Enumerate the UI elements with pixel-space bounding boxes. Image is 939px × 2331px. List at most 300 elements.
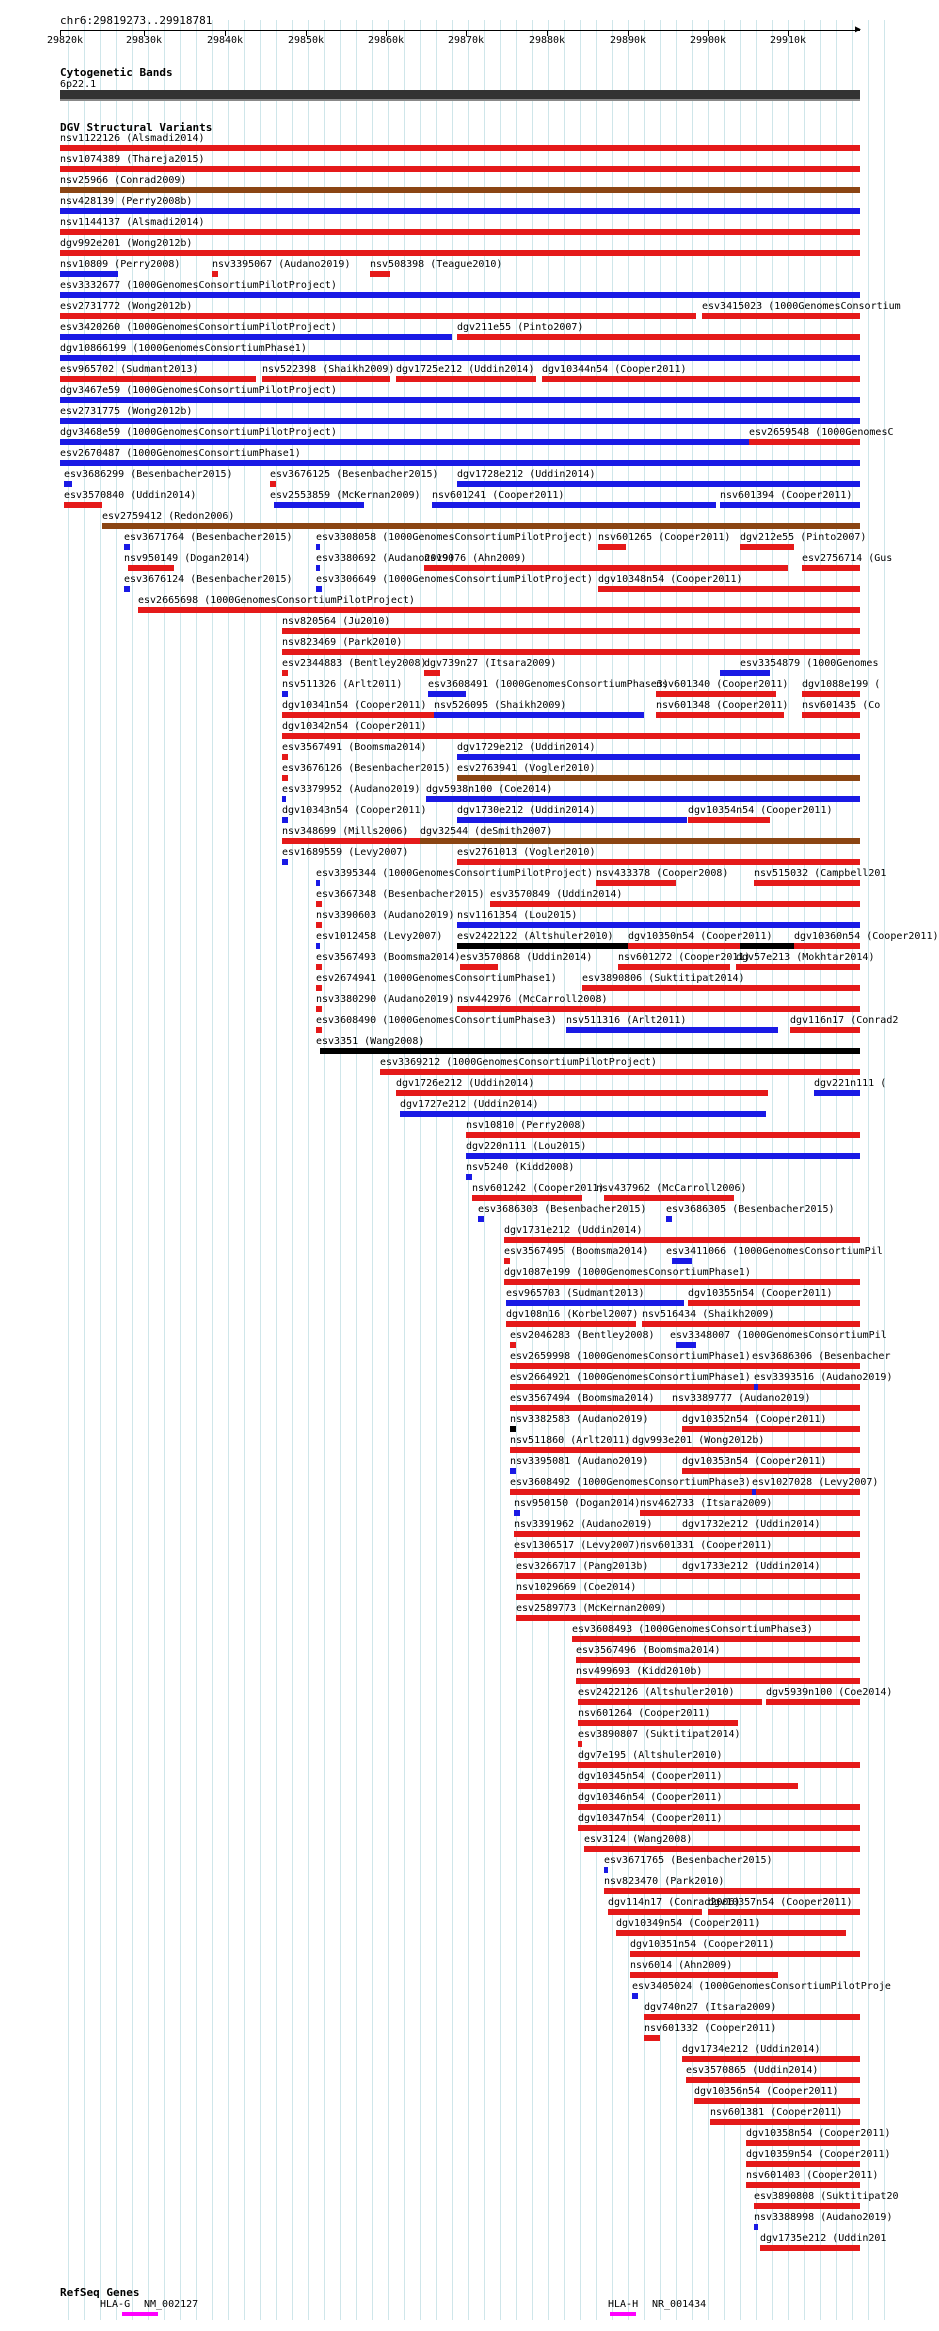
variant-bar[interactable] [316, 1027, 322, 1033]
variant-bar[interactable] [746, 2182, 860, 2188]
variant-label[interactable]: esv3415023 (1000GenomesConsortium [702, 301, 901, 312]
variant-label[interactable]: dgv10358n54 (Cooper2011) [746, 2128, 891, 2139]
variant-bar[interactable] [608, 1909, 702, 1915]
variant-label[interactable]: nsv3388998 (Audano2019) [754, 2212, 893, 2223]
variant-label[interactable]: nsv511316 (Arlt2011) [566, 1015, 687, 1026]
variant-bar[interactable] [466, 1174, 472, 1180]
variant-bar[interactable] [510, 1489, 860, 1495]
variant-label[interactable]: dgv1727e212 (Uddin2014) [400, 1099, 539, 1110]
variant-bar[interactable] [60, 418, 860, 424]
variant-label[interactable]: esv3420260 (1000GenomesConsortiumPilotProject) [60, 322, 337, 333]
variant-bar[interactable] [682, 1531, 860, 1537]
variant-label[interactable]: dgv993e201 (Wong2012b) [632, 1435, 765, 1446]
variant-bar[interactable] [60, 292, 860, 298]
variant-bar[interactable] [60, 397, 860, 403]
variant-bar[interactable] [457, 859, 860, 865]
variant-bar[interactable] [578, 1783, 798, 1789]
variant-bar[interactable] [514, 1510, 520, 1516]
variant-bar[interactable] [604, 1195, 734, 1201]
variant-bar[interactable] [598, 586, 860, 592]
variant-label[interactable]: nsv462733 (Itsara2009) [640, 1498, 773, 1509]
variant-bar[interactable] [676, 1342, 696, 1348]
variant-label[interactable]: dgv1725e212 (Uddin2014) [396, 364, 535, 375]
variant-bar[interactable] [672, 1258, 692, 1264]
variant-label[interactable]: dgv739n27 (Itsara2009) [424, 658, 557, 669]
variant-label[interactable]: nsv5240 (Kidd2008) [466, 1162, 575, 1173]
variant-bar[interactable] [282, 628, 860, 634]
variant-bar[interactable] [282, 859, 288, 865]
variant-bar[interactable] [572, 1636, 860, 1642]
variant-label[interactable]: dgv1732e212 (Uddin2014) [682, 1519, 821, 1530]
variant-bar[interactable] [802, 691, 860, 697]
variant-label[interactable]: esv3890808 (Suktitipat20 [754, 2191, 899, 2202]
variant-label[interactable]: dgv992e201 (Wong2012b) [60, 238, 193, 249]
variant-bar[interactable] [630, 1972, 778, 1978]
variant-label[interactable]: dgv10356n54 (Cooper2011) [694, 2086, 839, 2097]
variant-label[interactable]: nsv6014 (Ahn2009) [630, 1960, 733, 1971]
variant-label[interactable]: dgv10360n54 (Cooper2011) [794, 931, 939, 942]
variant-bar[interactable] [457, 775, 860, 781]
variant-label[interactable]: nsv1074389 (Thareja2015) [60, 154, 205, 165]
variant-bar[interactable] [424, 565, 788, 571]
variant-bar[interactable] [316, 586, 322, 592]
variant-label[interactable]: dgv1729e212 (Uddin2014) [457, 742, 596, 753]
variant-bar[interactable] [282, 712, 440, 718]
variant-bar[interactable] [460, 964, 498, 970]
variant-label[interactable]: nsv9076 (Ahn2009) [424, 553, 527, 564]
variant-label[interactable]: nsv601272 (Cooper2011) [618, 952, 751, 963]
variant-label[interactable]: dgv108n16 (Korbel2007) [506, 1309, 639, 1320]
variant-bar[interactable] [510, 1363, 860, 1369]
variant-label[interactable]: dgv114n17 (Conrad2006) [608, 1897, 741, 1908]
variant-bar[interactable] [682, 1426, 860, 1432]
variant-label[interactable]: esv2763941 (Vogler2010) [457, 763, 596, 774]
variant-bar[interactable] [746, 2161, 860, 2167]
gene-label-nr-001434[interactable]: NR_001434 [652, 2299, 707, 2310]
variant-label[interactable]: nsv823469 (Park2010) [282, 637, 403, 648]
variant-bar[interactable] [400, 1111, 766, 1117]
variant-label[interactable]: nsv511860 (Arlt2011) [510, 1435, 631, 1446]
variant-label[interactable]: esv2553859 (McKernan2009) [270, 490, 421, 501]
variant-label[interactable]: nsv601242 (Cooper2011) [472, 1183, 605, 1194]
gene-label-hla-g[interactable]: HLA-G [100, 2299, 131, 2310]
variant-bar[interactable] [632, 1993, 638, 1999]
variant-bar[interactable] [457, 922, 860, 928]
variant-label[interactable]: dgv10351n54 (Cooper2011) [630, 1939, 775, 1950]
variant-bar[interactable] [578, 1699, 762, 1705]
variant-bar[interactable] [60, 334, 452, 340]
variant-bar[interactable] [749, 439, 860, 445]
variant-label[interactable]: nsv601332 (Cooper2011) [644, 2023, 777, 2034]
variant-label[interactable]: nsv950150 (Dogan2014) [514, 1498, 641, 1509]
variant-bar[interactable] [754, 1384, 758, 1390]
variant-label[interactable]: esv3369212 (1000GenomesConsortiumPilotProject) [380, 1057, 657, 1068]
variant-bar[interactable] [628, 943, 740, 949]
variant-bar[interactable] [576, 1657, 860, 1663]
variant-label[interactable]: dgv10348n54 (Cooper2011) [598, 574, 743, 585]
cytoband-bar[interactable] [60, 90, 860, 99]
variant-label[interactable]: dgv212e55 (Pinto2007) [740, 532, 867, 543]
variant-label[interactable]: nsv516434 (Shaikh2009) [642, 1309, 775, 1320]
variant-bar[interactable] [60, 376, 256, 382]
variant-label[interactable]: dgv10354n54 (Cooper2011) [688, 805, 833, 816]
variant-label[interactable]: esv3379952 (Audano2019) [282, 784, 421, 795]
variant-bar[interactable] [102, 523, 860, 529]
variant-bar[interactable] [516, 1594, 860, 1600]
variant-label[interactable]: nsv1161354 (Lou2015) [457, 910, 578, 921]
variant-bar[interactable] [640, 1552, 860, 1558]
variant-label[interactable]: esv3354879 (1000Genomes [740, 658, 879, 669]
variant-bar[interactable] [688, 1300, 860, 1306]
variant-label[interactable]: nsv10810 (Perry2008) [466, 1120, 587, 1131]
variant-bar[interactable] [320, 1048, 860, 1054]
variant-bar[interactable] [432, 502, 716, 508]
variant-bar[interactable] [396, 376, 536, 382]
variant-label[interactable]: nsv601394 (Cooper2011) [720, 490, 853, 501]
variant-label[interactable]: nsv3391962 (Audano2019) [514, 1519, 653, 1530]
variant-label[interactable]: nsv601264 (Cooper2011) [578, 1708, 711, 1719]
variant-label[interactable]: esv1012458 (Levy2007) [316, 931, 443, 942]
variant-label[interactable]: esv3567493 (Boomsma2014) [316, 952, 461, 963]
variant-bar[interactable] [510, 1426, 516, 1432]
variant-bar[interactable] [644, 2035, 660, 2041]
variant-label[interactable]: dgv5938n100 (Coe2014) [426, 784, 553, 795]
variant-bar[interactable] [60, 313, 696, 319]
variant-label[interactable]: nsv499693 (Kidd2010b) [576, 1666, 703, 1677]
variant-bar[interactable] [316, 985, 322, 991]
variant-label[interactable]: esv3676124 (Besenbacher2015) [124, 574, 293, 585]
variant-label[interactable]: esv2731772 (Wong2012b) [60, 301, 193, 312]
variant-bar[interactable] [686, 2077, 860, 2083]
variant-label[interactable]: esv965702 (Sudmant2013) [60, 364, 199, 375]
variant-label[interactable]: nsv515032 (Campbell201 [754, 868, 887, 879]
variant-label[interactable]: nsv442976 (McCarroll2008) [457, 994, 608, 1005]
variant-bar[interactable] [457, 481, 860, 487]
variant-label[interactable]: nsv511326 (Arlt2011) [282, 679, 403, 690]
variant-bar[interactable] [124, 544, 130, 550]
variant-label[interactable]: esv2674941 (1000GenomesConsortiumPhase1) [316, 973, 557, 984]
variant-bar[interactable] [457, 334, 860, 340]
variant-bar[interactable] [682, 1573, 860, 1579]
variant-label[interactable]: nsv3390603 (Audano2019) [316, 910, 455, 921]
variant-label[interactable]: dgv221n111 ( [814, 1078, 887, 1089]
variant-bar[interactable] [510, 1342, 516, 1348]
variant-bar[interactable] [60, 166, 860, 172]
variant-label[interactable]: dgv1735e212 (Uddin201 [760, 2233, 887, 2244]
variant-bar[interactable] [212, 271, 218, 277]
variant-label[interactable]: esv2046283 (Bentley2008) [510, 1330, 655, 1341]
variant-label[interactable]: dgv1087e199 (1000GenomesConsortiumPhase1) [504, 1267, 751, 1278]
variant-label[interactable]: nsv601265 (Cooper2011) [598, 532, 731, 543]
variant-label[interactable]: esv1689559 (Levy2007) [282, 847, 409, 858]
variant-bar[interactable] [814, 1090, 860, 1096]
variant-label[interactable]: esv3570868 (Uddin2014) [460, 952, 593, 963]
variant-label[interactable]: esv2344883 (Bentley2008) [282, 658, 427, 669]
variant-bar[interactable] [708, 1909, 860, 1915]
variant-label[interactable]: nsv433378 (Cooper2008) [596, 868, 729, 879]
variant-bar[interactable] [618, 964, 730, 970]
variant-bar[interactable] [666, 1216, 672, 1222]
variant-bar[interactable] [790, 1027, 860, 1033]
variant-label[interactable]: esv3405024 (1000GenomesConsortiumPilotProje [632, 1981, 891, 1992]
variant-label[interactable]: nsv428139 (Perry2008b) [60, 196, 193, 207]
variant-label[interactable]: dgv1734e212 (Uddin2014) [682, 2044, 821, 2055]
variant-label[interactable]: esv3608490 (1000GenomesConsortiumPhase3) [316, 1015, 557, 1026]
variant-bar[interactable] [506, 1321, 636, 1327]
variant-label[interactable]: nsv3395081 (Audano2019) [510, 1456, 649, 1467]
variant-label[interactable]: dgv1726e212 (Uddin2014) [396, 1078, 535, 1089]
variant-bar[interactable] [582, 985, 860, 991]
variant-label[interactable]: nsv437962 (McCarroll2006) [596, 1183, 747, 1194]
variant-bar[interactable] [682, 2056, 860, 2062]
variant-label[interactable]: dgv10355n54 (Cooper2011) [688, 1288, 833, 1299]
variant-bar[interactable] [578, 1741, 582, 1747]
variant-label[interactable]: esv3686299 (Besenbacher2015) [64, 469, 233, 480]
variant-label[interactable]: dgv10347n54 (Cooper2011) [578, 1813, 723, 1824]
variant-bar[interactable] [282, 691, 288, 697]
variant-bar[interactable] [64, 502, 102, 508]
variant-bar[interactable] [428, 691, 466, 697]
variant-bar[interactable] [60, 187, 860, 193]
variant-bar[interactable] [282, 754, 288, 760]
variant-bar[interactable] [542, 376, 860, 382]
variant-bar[interactable] [510, 1384, 860, 1390]
variant-label[interactable]: esv3890807 (Suktitipat2014) [578, 1729, 741, 1740]
variant-label[interactable]: nsv601241 (Cooper2011) [432, 490, 565, 501]
variant-bar[interactable] [566, 1027, 778, 1033]
variant-bar[interactable] [630, 1951, 860, 1957]
variant-bar[interactable] [656, 691, 776, 697]
variant-bar[interactable] [60, 229, 860, 235]
variant-bar[interactable] [466, 1153, 860, 1159]
variant-bar[interactable] [578, 1804, 860, 1810]
variant-label[interactable]: esv3570865 (Uddin2014) [686, 2065, 819, 2076]
variant-bar[interactable] [504, 1258, 510, 1264]
variant-label[interactable]: dgv7e195 (Altshuler2010) [578, 1750, 723, 1761]
variant-bar[interactable] [584, 1846, 860, 1852]
variant-bar[interactable] [396, 1090, 768, 1096]
variant-bar[interactable] [740, 544, 794, 550]
variant-bar[interactable] [316, 880, 320, 886]
variant-bar[interactable] [64, 481, 72, 487]
variant-label[interactable]: dgv3467e59 (1000GenomesConsortiumPilotProject) [60, 385, 337, 396]
variant-bar[interactable] [616, 1930, 846, 1936]
variant-bar[interactable] [380, 1069, 860, 1075]
variant-label[interactable]: esv3608493 (1000GenomesConsortiumPhase3) [572, 1624, 813, 1635]
variant-label[interactable]: dgv10345n54 (Cooper2011) [578, 1771, 723, 1782]
variant-bar[interactable] [478, 1216, 484, 1222]
variant-bar[interactable] [60, 460, 860, 466]
variant-bar[interactable] [642, 1321, 860, 1327]
variant-label[interactable]: dgv220n111 (Lou2015) [466, 1141, 587, 1152]
variant-label[interactable]: nsv25966 (Conrad2009) [60, 175, 187, 186]
variant-label[interactable]: dgv1731e212 (Uddin2014) [504, 1225, 643, 1236]
variant-bar[interactable] [640, 1510, 860, 1516]
variant-bar[interactable] [282, 670, 288, 676]
variant-label[interactable]: dgv1733e212 (Uddin2014) [682, 1561, 821, 1572]
variant-bar[interactable] [672, 1405, 860, 1411]
variant-label[interactable]: nsv601331 (Cooper2011) [640, 1540, 773, 1551]
variant-bar[interactable] [128, 565, 174, 571]
variant-label[interactable]: esv3671764 (Besenbacher2015) [124, 532, 293, 543]
variant-label[interactable]: esv2422126 (Altshuler2010) [578, 1687, 735, 1698]
variant-bar[interactable] [420, 838, 860, 844]
variant-bar[interactable] [316, 544, 320, 550]
variant-label[interactable]: esv3380692 (Audano2019) [316, 553, 455, 564]
gene-label-hla-h[interactable]: HLA-H [608, 2299, 639, 2310]
variant-label[interactable]: nsv348699 (Mills2006) [282, 826, 409, 837]
variant-label[interactable]: esv3676126 (Besenbacher2015) [282, 763, 451, 774]
variant-bar[interactable] [316, 964, 322, 970]
variant-bar[interactable] [710, 2119, 860, 2125]
variant-bar[interactable] [720, 502, 860, 508]
variant-label[interactable]: nsv820564 (Ju2010) [282, 616, 391, 627]
variant-label[interactable]: dgv10350n54 (Cooper2011) [628, 931, 773, 942]
variant-bar[interactable] [736, 964, 860, 970]
variant-label[interactable]: esv3686303 (Besenbacher2015) [478, 1204, 647, 1215]
variant-label[interactable]: esv2659998 (1000GenomesConsortiumPhase1) [510, 1351, 751, 1362]
variant-bar[interactable] [752, 1489, 756, 1495]
variant-bar[interactable] [802, 565, 860, 571]
variant-label[interactable]: dgv10342n54 (Cooper2011) [282, 721, 427, 732]
variant-label[interactable]: nsv601403 (Cooper2011) [746, 2170, 879, 2181]
variant-bar[interactable] [457, 817, 687, 823]
variant-bar[interactable] [576, 1678, 860, 1684]
variant-bar[interactable] [274, 502, 364, 508]
variant-bar[interactable] [802, 712, 860, 718]
variant-bar[interactable] [282, 733, 860, 739]
variant-label[interactable]: nsv508398 (Teague2010) [370, 259, 503, 270]
variant-label[interactable]: esv3608491 (1000GenomesConsortiumPhase3) [428, 679, 669, 690]
variant-label[interactable]: nsv3395067 (Audano2019) [212, 259, 351, 270]
variant-label[interactable]: nsv950149 (Dogan2014) [124, 553, 251, 564]
variant-label[interactable]: esv2670487 (1000GenomesConsortiumPhase1) [60, 448, 301, 459]
variant-label[interactable]: dgv10352n54 (Cooper2011) [682, 1414, 827, 1425]
variant-bar[interactable] [578, 1762, 860, 1768]
variant-label[interactable]: nsv823470 (Park2010) [604, 1876, 725, 1887]
variant-label[interactable]: esv3890806 (Suktitipat2014) [582, 973, 745, 984]
variant-label[interactable]: esv1306517 (Levy2007) [514, 1540, 641, 1551]
gene-hla-h[interactable] [610, 2312, 636, 2316]
variant-bar[interactable] [598, 544, 626, 550]
variant-label[interactable]: esv2659548 (1000GenomesC [749, 427, 894, 438]
variant-bar[interactable] [746, 2140, 860, 2146]
variant-label[interactable]: dgv10353n54 (Cooper2011) [682, 1456, 827, 1467]
variant-label[interactable]: esv3608492 (1000GenomesConsortiumPhase3) [510, 1477, 751, 1488]
variant-bar[interactable] [516, 1615, 860, 1621]
variant-bar[interactable] [282, 649, 860, 655]
variant-bar[interactable] [504, 1237, 860, 1243]
variant-label[interactable]: nsv601435 (Co [802, 700, 881, 711]
variant-bar[interactable] [316, 922, 322, 928]
variant-bar[interactable] [457, 754, 860, 760]
variant-label[interactable]: nsv3382583 (Audano2019) [510, 1414, 649, 1425]
variant-label[interactable]: esv3332677 (1000GenomesConsortiumPilotProject) [60, 280, 337, 291]
variant-label[interactable]: esv3411066 (1000GenomesConsortiumPil [666, 1246, 883, 1257]
variant-bar[interactable] [316, 565, 320, 571]
variant-bar[interactable] [60, 271, 118, 277]
variant-bar[interactable] [316, 901, 322, 907]
gene-hla-g[interactable] [122, 2312, 158, 2316]
variant-bar[interactable] [694, 2098, 860, 2104]
variant-bar[interactable] [644, 2014, 860, 2020]
variant-bar[interactable] [270, 481, 276, 487]
variant-bar[interactable] [457, 1006, 860, 1012]
variant-label[interactable]: dgv10349n54 (Cooper2011) [616, 1918, 761, 1929]
variant-label[interactable]: nsv3380290 (Audano2019) [316, 994, 455, 1005]
variant-label[interactable]: esv3351 (Wang2008) [316, 1036, 425, 1047]
variant-label[interactable]: dgv10866199 (1000GenomesConsortiumPhase1) [60, 343, 307, 354]
variant-bar[interactable] [316, 1006, 322, 1012]
variant-label[interactable]: esv965703 (Sudmant2013) [506, 1288, 645, 1299]
variant-label[interactable]: esv2422122 (Altshuler2010) [457, 931, 614, 942]
variant-label[interactable]: dgv116n17 (Conrad2 [790, 1015, 899, 1026]
variant-bar[interactable] [604, 1867, 608, 1873]
variant-label[interactable]: esv2589773 (McKernan2009) [516, 1603, 667, 1614]
variant-label[interactable]: dgv32544 (deSmith2007) [420, 826, 553, 837]
variant-bar[interactable] [702, 313, 860, 319]
variant-bar[interactable] [426, 796, 860, 802]
variant-bar[interactable] [282, 796, 286, 802]
variant-bar[interactable] [752, 1363, 756, 1369]
variant-bar[interactable] [504, 1279, 860, 1285]
variant-label[interactable]: dgv10344n54 (Cooper2011) [542, 364, 687, 375]
variant-label[interactable]: nsv1144137 (Alsmadi2014) [60, 217, 205, 228]
variant-label[interactable]: dgv10359n54 (Cooper2011) [746, 2149, 891, 2160]
variant-label[interactable]: nsv1029669 (Coe2014) [516, 1582, 637, 1593]
variant-label[interactable]: esv3124 (Wang2008) [584, 1834, 693, 1845]
variant-bar[interactable] [760, 2245, 860, 2251]
variant-bar[interactable] [60, 355, 860, 361]
variant-bar[interactable] [656, 712, 784, 718]
variant-label[interactable]: dgv10346n54 (Cooper2011) [578, 1792, 723, 1803]
variant-label[interactable]: dgv211e55 (Pinto2007) [457, 322, 584, 333]
variant-label[interactable]: nsv601381 (Cooper2011) [710, 2107, 843, 2118]
variant-label[interactable]: dgv10357n54 (Cooper2011) [708, 1897, 853, 1908]
variant-label[interactable]: dgv740n27 (Itsara2009) [644, 2002, 777, 2013]
variant-bar[interactable] [282, 817, 288, 823]
variant-label[interactable]: nsv10809 (Perry2008) [60, 259, 181, 270]
variant-label[interactable]: esv1027028 (Levy2007) [752, 1477, 879, 1488]
variant-label[interactable]: nsv526095 (Shaikh2009) [434, 700, 567, 711]
variant-bar[interactable] [754, 2203, 860, 2209]
variant-bar[interactable] [282, 775, 288, 781]
variant-label[interactable]: esv3686306 (Besenbacher [752, 1351, 891, 1362]
variant-label[interactable]: esv3266717 (Pang2013b) [516, 1561, 649, 1572]
variant-bar[interactable] [754, 880, 860, 886]
variant-label[interactable]: esv3393516 (Audano2019) [754, 1372, 893, 1383]
variant-bar[interactable] [632, 1447, 860, 1453]
variant-label[interactable]: esv2761013 (Vogler2010) [457, 847, 596, 858]
variant-label[interactable]: esv3667348 (Besenbacher2015) [316, 889, 485, 900]
variant-label[interactable]: esv3395344 (1000GenomesConsortiumPilotProject) [316, 868, 593, 879]
variant-bar[interactable] [60, 250, 860, 256]
variant-bar[interactable] [596, 880, 676, 886]
variant-label[interactable]: esv3348007 (1000GenomesConsortiumPil [670, 1330, 887, 1341]
variant-label[interactable]: esv3567491 (Boomsma2014) [282, 742, 427, 753]
variant-bar[interactable] [466, 1132, 860, 1138]
variant-label[interactable]: esv3676125 (Besenbacher2015) [270, 469, 439, 480]
variant-label[interactable]: esv2664921 (1000GenomesConsortiumPhase1) [510, 1372, 751, 1383]
variant-label[interactable]: esv2665698 (1000GenomesConsortiumPilotProject) [138, 595, 415, 606]
variant-label[interactable]: nsv522398 (Shaikh2009) [262, 364, 395, 375]
variant-label[interactable]: nsv3389777 (Audano2019) [672, 1393, 811, 1404]
variant-bar[interactable] [370, 271, 390, 277]
variant-bar[interactable] [60, 439, 750, 445]
variant-label[interactable]: esv3686305 (Besenbacher2015) [666, 1204, 835, 1215]
variant-bar[interactable] [434, 712, 644, 718]
variant-label[interactable]: dgv5939n100 (Coe2014) [766, 1687, 893, 1698]
